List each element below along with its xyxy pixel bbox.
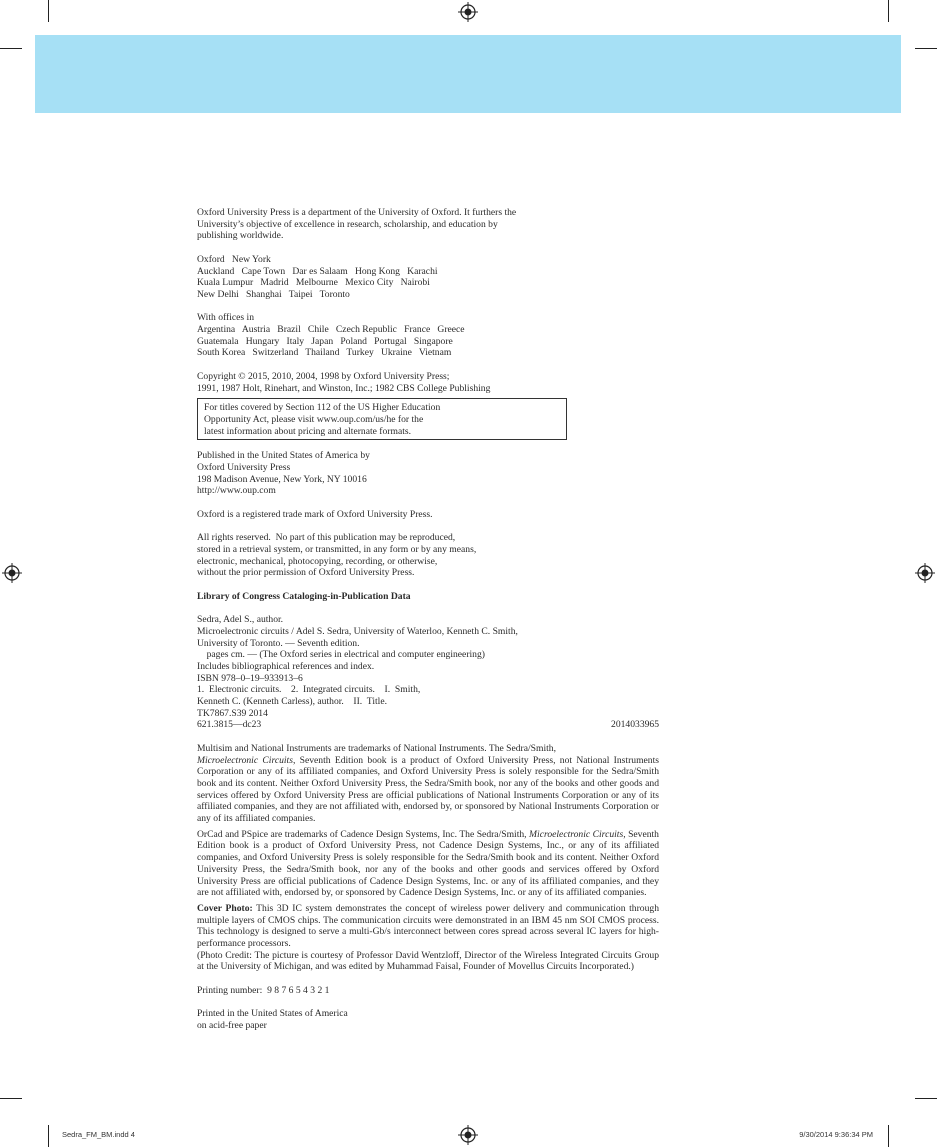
registration-mark-icon (458, 2, 478, 22)
printed-in (197, 1008, 659, 1031)
multisim-notice (197, 743, 659, 825)
text-line: For titles covered by Section 112 of the US Higher Education (204, 402, 441, 414)
text-line: Library of Congress Cataloging-in-Publication Data (197, 590, 411, 602)
crop-mark (915, 1098, 937, 1099)
slug-timestamp: 9/30/2014 9:36:34 PM (799, 1130, 873, 1139)
text-line: Kenneth C. (Kenneth Carless), author. II. Title. (197, 696, 387, 708)
text-line: Printing number: 9 8 7 6 5 4 3 2 1 (197, 984, 330, 996)
text-line: With offices in (197, 312, 254, 324)
text-span: OrCad and PSpice are trademarks of Cadence Design Systems, Inc. The Sedra/Smith, (197, 828, 530, 840)
rights-notice (197, 532, 659, 579)
text-line: publishing worldwide. (197, 230, 284, 242)
crop-mark (915, 48, 937, 49)
text-line: Sedra, Adel S., author. (197, 614, 284, 626)
crop-mark (48, 1125, 49, 1147)
text-span: Microelectronic Circuits (529, 828, 624, 840)
cip-classification-row (197, 719, 659, 731)
text-line: New Delhi Shanghai Taipei Toronto (197, 288, 350, 300)
text-line: 1991, 1987 Holt, Rinehart, and Winston, Inc.; 1982 CBS College Publishing (197, 382, 491, 394)
text-span: , Seventh Edition book is a product of Oxford University Press, not National Instruments Corporation or any of its affiliated companies, and Oxford University Press is solely responsible for the Sedra/Smith book and its content. Neither Oxford University Press, the Sedra/Smith book, nor any of the books and other goods and services offered by Oxford University Press are official publications of National Instruments Corporation or any of its affiliated companies, and they are not affiliated with, endorsed by, or sponsored by National Instruments Corporation or any of its affiliated companies. (197, 754, 659, 825)
cover-photo-credit (197, 903, 659, 973)
text-line: 2014033965 (611, 719, 659, 731)
text-line: (Photo Credit: The picture is courtesy of Professor David Wentzloff, Director of the Wireless Integrated Circuits Group at the University of Michigan, and was edited by Muhammad Faisal, Founder of Movellus Circuits Incorporated.) (197, 949, 659, 973)
text-line: All rights reserved. No part of this publication may be reproduced, (197, 532, 456, 544)
cip-data (197, 614, 659, 731)
crop-mark (888, 0, 889, 22)
text-line: Auckland Cape Town Dar es Salaam Hong Kong Karachi (197, 265, 438, 277)
cities-list (197, 254, 659, 301)
text-line: TK7867.S39 2014 (197, 707, 268, 719)
text-line: 198 Madison Avenue, New York, NY 10016 (197, 473, 367, 485)
offices-list (197, 312, 659, 359)
copyright-notice (197, 371, 659, 394)
crop-mark (48, 0, 49, 22)
text-line: Oxford is a registered trade mark of Oxford University Press. (197, 508, 433, 520)
text-line: Copyright © 2015, 2010, 2004, 1998 by Oxford University Press; (197, 370, 450, 382)
opportunity-act-box (197, 398, 567, 440)
text-line: Oxford University Press is a department of the University of Oxford. It furthers the (197, 207, 517, 218)
text-line: pages cm. — (The Oxford series in electrical and computer engineering) (197, 649, 485, 661)
text-line: Kuala Lumpur Madrid Melbourne Mexico City Nairobi (197, 277, 430, 289)
text-line: Opportunity Act, please visit www.oup.com/us/he for the (204, 413, 424, 425)
text-span: , Seventh Edition book is a product of Oxford University Press, not Cadence Design Systems, Inc., or any of its affiliated companies, and Oxford University Press is solely responsible for the Sedra/Smith book and its content. Neither Oxford University Press, the Sedra/Smith book, nor any of the books and other goods and services offered by Oxford University Press are official publications of Cadence Design Systems, Inc. or any of its affiliated companies, and they are not affiliated with, endorsed by, or sponsored by Cadence Design Systems, Inc. or any of its affiliated companies. (197, 828, 659, 899)
crop-mark (0, 48, 22, 49)
text-line: Includes bibliographical references and index. (197, 660, 375, 672)
registration-mark-icon (2, 563, 22, 583)
intro-paragraph (197, 207, 659, 242)
crop-mark (0, 1098, 22, 1099)
trademark-notice (197, 509, 659, 521)
text-line: without the prior permission of Oxford University Press. (197, 567, 415, 579)
text-line: stored in a retrieval system, or transmitted, in any form or by any means, (197, 543, 477, 555)
text-line: electronic, mechanical, photocopying, recording, or otherwise, (197, 555, 438, 567)
text-line: Guatemala Hungary Italy Japan Poland Portugal Singapore (197, 335, 453, 347)
text-line: http://www.oup.com (197, 485, 276, 497)
text-line: ISBN 978–0–19–933913–6 (197, 672, 303, 684)
publisher-address (197, 450, 659, 497)
text-line: Microelectronic circuits / Adel S. Sedra, University of Waterloo, Kenneth C. Smith, (197, 625, 518, 637)
text-line: Oxford University Press (197, 462, 291, 474)
text-span: This 3D IC system demonstrates the concept of wireless power delivery and communication through multiple layers of CMOS chips. The communication circuits were demonstrated in an IBM 45 nm SOI CMOS process. This technology is designed to serve a multi-Gb/s interconnect between cores spread across several IC layers for high-performance processors. (197, 902, 659, 950)
text-line: on acid-free paper (197, 1019, 267, 1031)
text-line: latest information about pricing and alternate formats. (204, 425, 411, 437)
text-span: Cover Photo: (197, 902, 253, 914)
text-line: Oxford New York (197, 253, 271, 265)
text-span: Multisim and National Instruments are trademarks of National Instruments. The Sedra/Smith, (197, 742, 556, 754)
registration-mark-icon (915, 563, 935, 583)
text-line: University of Toronto. — Seventh edition. (197, 637, 360, 649)
text-span: Microelectronic Circuits (197, 754, 293, 766)
slug-filename: Sedra_FM_BM.indd 4 (62, 1130, 135, 1139)
crop-mark (888, 1125, 889, 1147)
color-bar (35, 35, 901, 113)
text-line: Printed in the United States of America (197, 1008, 348, 1020)
cip-heading (197, 591, 659, 603)
text-line: South Korea Switzerland Thailand Turkey Ukraine Vietnam (197, 347, 452, 359)
text-line: Published in the United States of America by (197, 450, 370, 462)
printing-number (197, 985, 659, 997)
orcad-notice (197, 829, 659, 899)
registration-mark-icon (458, 1125, 478, 1145)
text-line: 1. Electronic circuits. 2. Integrated circuits. I. Smith, (197, 684, 421, 696)
text-line: Argentina Austria Brazil Chile Czech Republic France Greece (197, 324, 465, 335)
copyright-page-text (197, 207, 659, 1032)
text-line: 621.3815—dc23 (197, 719, 262, 731)
text-line: University’s objective of excellence in research, scholarship, and education by (197, 218, 498, 230)
